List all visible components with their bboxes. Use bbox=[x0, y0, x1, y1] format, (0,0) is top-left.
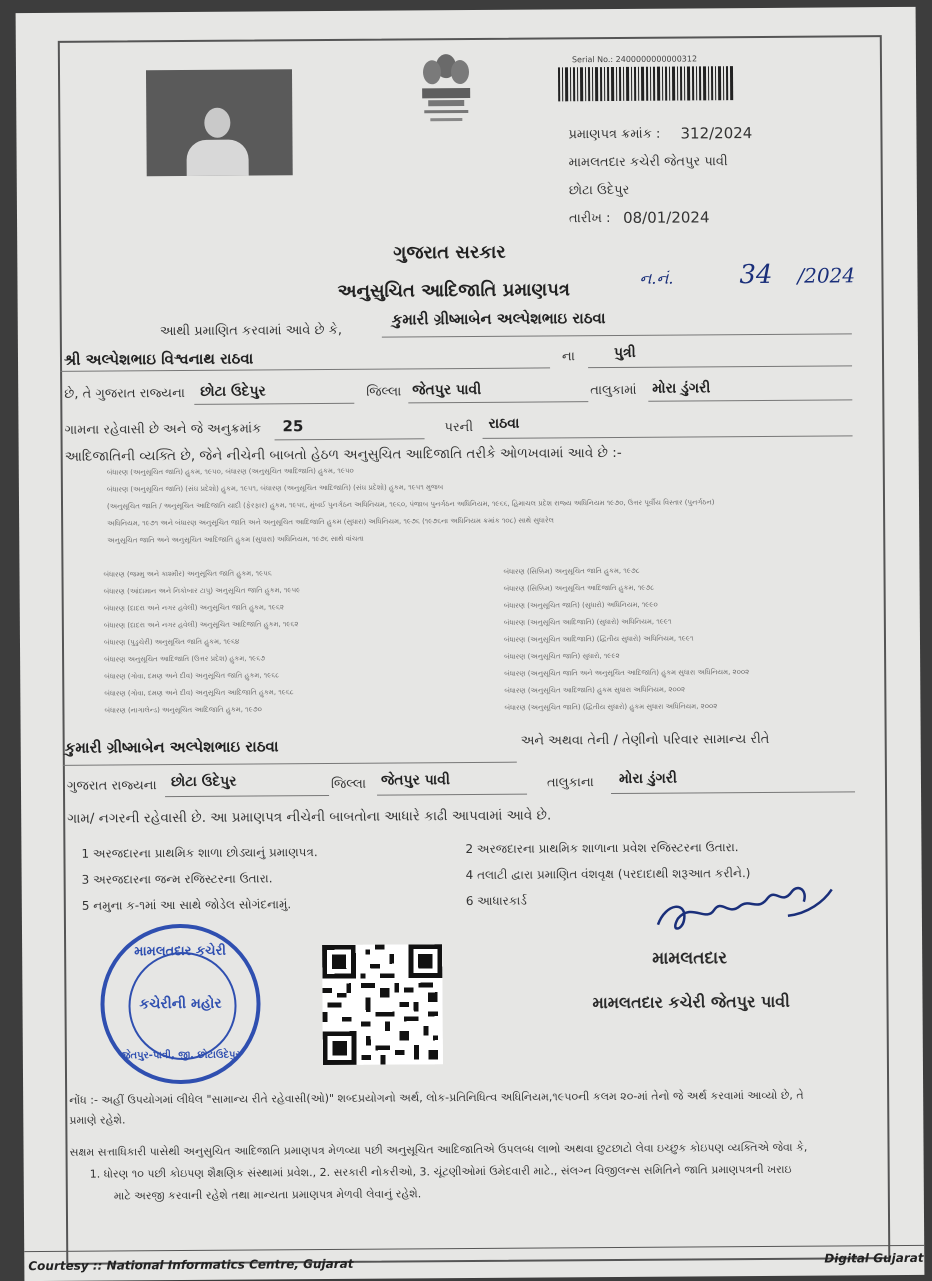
qr-code bbox=[322, 944, 443, 1065]
cert-number-label: પ્રમાણપત્ર ક્રમાંક : bbox=[568, 126, 661, 143]
applicant-photo bbox=[146, 69, 293, 176]
district: છોટા ઉદેપુર bbox=[200, 383, 266, 400]
orders-right bbox=[503, 561, 864, 717]
order-left-line: બંધારણ (જમ્મુ અને કાશ્મીર) અનુસૂચિત જાતિ હુકમ, ૧૯૫૬ bbox=[103, 569, 272, 579]
order-left-line: બંધારણ અનુસૂચિત આદિજાતિ (ઉત્તર પ્રદેશ) હુકમ, ૧૯૬૭ bbox=[104, 654, 266, 664]
order-right-line: બંધારણ (સિક્કિમ) અનુસૂચિત જાતિ હુકમ, ૧૯૭૮ bbox=[503, 566, 640, 576]
photo-face bbox=[204, 108, 230, 138]
seal-top-text: મામલતદાર કચેરી bbox=[134, 943, 227, 960]
footer-digital-gujarat: Digital Gujarat bbox=[824, 1250, 924, 1266]
order-left-line: બંધારણ (દાદરા અને નગર હવેલી) અનુસૂચિત આદિજાતિ હુકમ, ૧૯૬૨ bbox=[103, 620, 299, 630]
taluka-2: જેતપુર પાવી bbox=[380, 772, 450, 789]
issue-date: 08/01/2024 bbox=[622, 208, 710, 227]
state-label: છે, તે ગુજરાત રાજ્યના bbox=[64, 385, 185, 402]
document-item: 5 નમુના ક-૧માં આ સાથે જોડેલ સોગંદનામું. bbox=[81, 897, 292, 913]
orders-left bbox=[103, 564, 464, 720]
serial-number: 25 bbox=[282, 417, 304, 436]
document-item: 3 અરજદારના જન્મ રજિસ્ટરના ઉતારા. bbox=[81, 871, 273, 887]
handwritten-number: 34 bbox=[739, 259, 773, 291]
office-line-2: છોટા ઉદેપુર bbox=[568, 182, 630, 199]
state-label-2: ગુજરાત રાજ્યના bbox=[66, 778, 157, 794]
order-left-line: બંધારણ (પુડુચેરી) અનુસૂચિત જાતિ હુકમ, ૧૯૬૪ bbox=[103, 637, 240, 647]
document-item: 6 આધારકાર્ડ bbox=[465, 893, 527, 909]
taluka-label: તાલુકામાં bbox=[590, 382, 637, 399]
order-line: બંધારણ (અનુસૂચિત જાતિ) (સંઘ પ્રદેશો) હુકમ, ૧૯૫૧, બંધારણ (અનુસૂચિત આદિજાતિ) (સંઘ પ્રદેશો) હુકમ, ૧૯૫૧ મુજબ bbox=[106, 483, 444, 494]
order-right-line: બંધારણ (અનુસૂચિત આદિજાતિ) (દ્વિતીય સુધારો) અધિનિયમ, ૧૯૯૧ bbox=[503, 634, 694, 644]
family-line: અને અથવા તેની / તેણીનો પરિવાર સામાન્ય રીતે bbox=[520, 731, 770, 749]
signatory-designation: મામલતદાર bbox=[652, 948, 728, 969]
office-line-1: મામલતદાર કચેરી જેતપુર પાવી bbox=[568, 154, 728, 171]
order-right-line: બંધારણ (અનુસૂચિત આદિજાતિ) (સુધારો) અધિનિયમ, ૧૯૯૧ bbox=[503, 617, 672, 627]
note-1b: પ્રમાણે રહેશે. bbox=[69, 1113, 126, 1127]
seal-bottom-text: જેતપુર-પાવી, જી. છોટાઉદેપુર bbox=[120, 1049, 241, 1062]
village: મોરા ડુંગરી bbox=[652, 380, 711, 397]
handwritten-year: /2024 bbox=[797, 263, 856, 288]
order-left-line: બંધારણ (ગોવા, દમણ અને દીવ) અનુસૂચિત જાતિ હુકમ, ૧૯૬૮ bbox=[104, 671, 280, 681]
order-left-line: બંધારણ (આંદામાન અને નિકોબાર ટાપુ) અનુસૂચિત જાતિ હુકમ, ૧૯૫૯ bbox=[103, 586, 301, 596]
order-left-line: બંધારણ (ગોવા, દમણ અને દીવ) અનુસૂચિત આદિજાતિ હુકમ, ૧૯૬૮ bbox=[104, 688, 294, 698]
documents-left bbox=[81, 838, 462, 919]
document-item: 2 અરજદારના પ્રાથમિક શાળાના પ્રવેશ રજિસ્ટરના ઉતારા. bbox=[465, 840, 739, 857]
gov-title: ગુજરાત સરકાર bbox=[393, 241, 506, 264]
district-2: છોટા ઉદેપુર bbox=[170, 773, 237, 791]
order-left-line: બંધારણ (દાદરા અને નગર હવેલી) અનુસૂચિત જાતિ હુકમ, ૧૯૬૨ bbox=[103, 603, 285, 613]
note-4: માટે અરજી કરવાની રહેશે તથા માન્યતા પ્રમાણપત્ર મેળવી લેવાનું રહેશે. bbox=[113, 1187, 422, 1203]
village-2: મોરા ડુંગરી bbox=[618, 770, 678, 787]
note-1: નોંધ :- અહીં ઉપયોગમાં લીધેલ "સામાન્ય રીતે રહેવાસી(ઓ)" શબ્દપ્રયોગનો અર્થ, લોક-પ્રતિનિધિત્વ અધિનિયમ,૧૯૫૦ની કલમ ૨૦-માં તેનો જે અર્થ કરવામાં આવ્યો છે, તે bbox=[69, 1088, 804, 1107]
footer-courtesy: Courtesy :: National Informatics Centre, Gujarat bbox=[28, 1256, 354, 1274]
resident-label: ગામના રહેવાસી છે અને જે અનુક્રમાંક bbox=[64, 421, 262, 438]
taluka: જેતપુર પાવી bbox=[412, 381, 482, 399]
note-2: સક્ષમ સત્તાધિકારી પાસેથી અનુસુચિત આદિજાતિ પ્રમાણપત્ર મેળવ્યા પછી અનુસૂચિત આદિજાતિએ ઉપલબ્ધ લાભો અથવા છુટછાટો લેવા ઇચ્છુક કોઇપણ વ્યક્તિએ જેવા કે, bbox=[69, 1140, 808, 1159]
signatory-office: મામલતદાર કચેરી જેતપુર પાવી bbox=[592, 991, 790, 1013]
order-left-line: બંધારણ (નાગાલેન્ડ) અનુસૂચિત આદિજાતિ હુકમ, ૧૯૭૦ bbox=[104, 705, 262, 715]
cert-number: 312/2024 bbox=[680, 124, 753, 143]
document-item: 1 અરજદારના પ્રાથમિક શાળા છોડ્યાનું પ્રમાણપત્ર. bbox=[81, 845, 318, 861]
order-line: (અનુસૂચિત જાતિ / અનુસૂચિત આદિજાતિ યાદી (ફેરફાર) હુકમ, ૧૯૫૬, મુંબઈ પુનર્ગઠન અધિનિયમ, ૧૯૬૦, પંજાબ પુનર્ગઠન અધિનિયમ, ૧૯૬૬, હિમાચલ પ્રદેશ રાજ્ય અધિનિયમ ૧૯૭૦, ઉત્તર પૂર્વીય વિસ્તાર (પુનર્ગઠન) bbox=[107, 498, 715, 511]
certificate-title: અનુસુચિત આદિજાતિ પ્રમાણપત્ર bbox=[337, 279, 571, 302]
orders-top bbox=[107, 459, 868, 549]
note-3: 1. ધોરણ ૧૦ પછી કોઇપણ શૈક્ષણિક સંસ્થામાં પ્રવેશ., 2. સરકારી નોકરીઓ, 3. ચૂંટણીઓમાં ઉમેદવારી માટે., સંલગ્ન વિજીલન્સ સમિતિને જાતિ પ્રમાણપત્રની ખરાઇ bbox=[89, 1162, 792, 1181]
district-label-2: જિલ્લા bbox=[330, 776, 367, 792]
intro-text: આથી પ્રમાણિત કરવામાં આવે છે કે, bbox=[159, 322, 342, 340]
order-right-line: બંધારણ (અનુસૂચિત જાતિ) (દ્વિતીય સુધારો) હુકમ સુધારા અધિનિયમ, ૨૦૦૨ bbox=[504, 702, 718, 712]
barcode-text: Serial No.: 2400000000000312 bbox=[571, 54, 698, 65]
order-line: અધિનિયમ, ૧૯૭૧ અને બંધારણ અનુસૂચિત જાતિ અને અનુસૂચિત આદિજાતિ હુકમ (સુધારા) અધિનિયમ, ૧૯૭૬ (૧૯૭૬ના અધિનિયમ ક્રમાંક ૧૦૮) સાથે સુધારેલ bbox=[107, 516, 554, 528]
na-label: ના bbox=[561, 349, 575, 365]
certificate-paper bbox=[16, 7, 925, 1281]
order-right-line: બંધારણ (અનુસૂચિત આદિજાતિ) હુકમ સુધારા અધિનિયમ, ૨૦૦૨ bbox=[504, 685, 686, 695]
applicant-name: કુમારી ગ્રીષ્માબેન અલ્પેશભાઇ રાઠવા bbox=[391, 309, 606, 329]
signature-scribble bbox=[648, 871, 838, 942]
father-name: શ્રી અલ્પેશભાઇ વિશ્વનાથ રાઠવા bbox=[63, 349, 254, 369]
taluka-label-2: તાલુકાના bbox=[546, 775, 594, 791]
tribe: રાઠવા bbox=[488, 415, 520, 432]
seal-middle-text: કચેરીની મહોર bbox=[139, 995, 222, 1013]
order-right-line: બંધારણ (અનુસૂચિત જાતિ) (સુધારો) અધિનિયમ, ૧૯૯૦ bbox=[503, 600, 658, 610]
order-right-line: બંધારણ (સિક્કિમ) અનુસૂચિત આદિજાતિ હુકમ, ૧૯૭૮ bbox=[503, 583, 655, 593]
applicant-name-2: કુમારી ગ્રીષ્માબેન અલ્પેશભાઇ રાઠવા bbox=[64, 737, 279, 757]
district-label: જિલ્લા bbox=[366, 384, 402, 400]
document-item: 4 તલાટી દ્વારા પ્રમાણિત વંશવૃક્ષ (પરદાદાથી શરૂઆત કરીને.) bbox=[465, 866, 751, 883]
tribe-statement: આદિજાતિની વ્યક્તિ છે, જેને નીચેની બાબતો હેઠળ અનુસુચિત આદિજાતિ તરીકે ઓળખવામાં આવે છે :- bbox=[64, 444, 622, 465]
order-line: બંધારણ (અનુસૂચિત જાતિ) હુકમ, ૧૯૫૦, બંધારણ (અનુસૂચિત આદિજાતિ) હુકમ, ૧૯૫૦ bbox=[106, 466, 354, 477]
of-label: પરની bbox=[444, 419, 474, 436]
date-label: તારીખ : bbox=[568, 211, 611, 227]
office-seal bbox=[100, 923, 261, 1084]
village-line: ગામ/ નગરની રહેવાસી છે. આ પ્રમાણપત્ર નીચેની બાબતોના આધારે કાઢી આપવામાં આવે છે. bbox=[67, 807, 552, 827]
order-right-line: બંધારણ (અનુસૂચિત જાતિ અને અનુસૂચિત આદિજાતિ) હુકમ સુધારા અધિનિયમ, ૨૦૦૨ bbox=[504, 668, 750, 678]
photo-body bbox=[186, 140, 248, 176]
national-emblem-icon bbox=[414, 48, 479, 134]
order-line: અનુસૂચિત જાતિ અને અનુસૂચિત આદિજાતિ હુકમ (સુધારા) અધિનિયમ, ૧૯૭૬ સાથે વાંચતા bbox=[107, 534, 364, 545]
order-right-line: બંધારણ (અનુસૂચિત જાતિ) સુધારો, ૧૯૯૨ bbox=[504, 651, 620, 661]
relation: પુત્રી bbox=[613, 344, 636, 361]
handwritten-ref: ન.નં. bbox=[639, 268, 674, 288]
